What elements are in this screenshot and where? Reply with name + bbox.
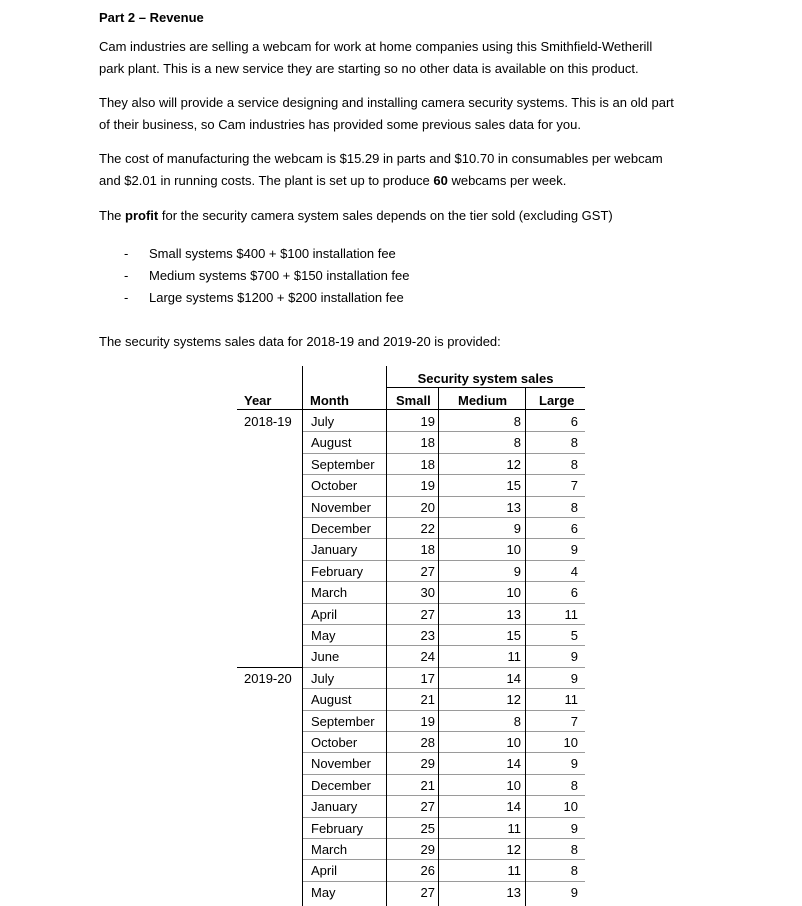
cell-medium: 10 [506, 585, 521, 601]
cell-medium: 11 [507, 649, 521, 665]
paragraph-line: Cam industries are selling a webcam for work at home companies using this Smithfield-Wetherill [99, 39, 653, 54]
cell-month: July [311, 414, 335, 429]
cell-medium: 15 [506, 628, 521, 643]
cell-month: October [311, 478, 358, 494]
cell-medium: 8 [513, 414, 521, 429]
cell-month: January [311, 799, 358, 815]
cell-small: 20 [420, 499, 435, 515]
cell-medium: 12 [506, 692, 521, 708]
cell-small: 29 [420, 842, 435, 857]
cell-medium: 12 [506, 842, 521, 857]
cell-large: 8 [570, 435, 578, 451]
text-run: and $2.01 in running costs. The plant is set up to produce [99, 172, 434, 188]
cell-medium: 13 [506, 499, 521, 515]
cell-small: 19 [420, 478, 435, 494]
list-dash: - [124, 268, 129, 283]
cell-large: 6 [570, 521, 578, 536]
profit-keyword: profit [125, 208, 159, 223]
cell-month: April [311, 606, 338, 622]
cell-small: 18 [420, 435, 435, 451]
cell-large: 9 [570, 542, 578, 558]
column-header-month: Month [310, 393, 349, 408]
column-rule-month [302, 366, 303, 906]
cell-month: January [311, 542, 358, 558]
list-dash: - [124, 290, 129, 305]
paragraph-webcam [99, 36, 739, 79]
list-item-small: Small systems $400 + $100 installation fee [149, 246, 396, 261]
cell-medium: 11 [507, 863, 521, 879]
cell-small: 23 [420, 628, 435, 643]
cell-medium: 9 [513, 563, 521, 579]
cell-large: 7 [570, 478, 578, 494]
cell-medium: 14 [506, 756, 521, 772]
cell-large: 9 [570, 884, 578, 900]
cell-small: 30 [420, 585, 435, 601]
paragraph-line: of their business, so Cam industries has provided some previous sales data for you. [99, 116, 581, 132]
cell-medium: 8 [513, 435, 521, 451]
cell-small: 28 [420, 735, 435, 750]
cell-large: 8 [570, 456, 578, 472]
cell-month: May [311, 628, 336, 643]
cell-large: 9 [570, 756, 578, 772]
cell-year: 2019-20 [244, 670, 292, 686]
cell-month: December [311, 777, 371, 793]
column-header-year: Year [244, 393, 272, 408]
cell-small: 27 [420, 606, 435, 622]
cell-large: 11 [564, 606, 578, 622]
column-header-small: Small [396, 393, 431, 408]
cell-medium: 9 [513, 521, 521, 536]
group-header: Security system sales [417, 371, 554, 386]
cell-month: February [311, 820, 364, 836]
cell-small: 24 [420, 649, 435, 665]
paragraph-profit [99, 205, 739, 227]
cell-medium: 10 [506, 735, 521, 750]
cell-month: March [311, 842, 348, 857]
paragraph-manufacturing-cost [99, 148, 739, 191]
cell-medium: 12 [506, 456, 521, 472]
cell-medium: 15 [506, 478, 521, 494]
cell-small: 29 [420, 756, 435, 772]
cell-month: November [311, 499, 371, 515]
cell-medium: 14 [506, 799, 521, 815]
cell-month: September [311, 713, 375, 729]
cell-month: November [311, 756, 371, 772]
list-item-large: Large systems $1200 + $200 installation fee [149, 290, 404, 305]
cell-month: August [311, 692, 352, 708]
cell-small: 17 [420, 670, 435, 686]
list-dash: - [124, 246, 129, 261]
cell-small: 27 [420, 563, 435, 579]
column-rule-medium [438, 388, 439, 906]
list-item-medium: Medium systems $700 + $150 installation fee [149, 268, 410, 283]
cell-month: September [311, 456, 375, 472]
cell-month: June [311, 649, 340, 665]
header-bottom-rule [237, 409, 585, 410]
cell-large: 11 [564, 692, 578, 708]
cell-month: October [311, 735, 358, 750]
paragraph-line: They also will provide a service designing and installing camera security systems. This is an old part [99, 95, 674, 110]
cell-medium: 13 [506, 884, 521, 900]
cell-small: 27 [420, 884, 435, 900]
cell-large: 6 [570, 585, 578, 601]
cell-large: 10 [563, 735, 578, 750]
cell-large: 9 [570, 670, 578, 686]
cell-month: July [311, 670, 335, 686]
cell-medium: 14 [506, 670, 521, 686]
paragraph-line [99, 170, 739, 192]
cell-small: 21 [420, 777, 435, 793]
header-divider [386, 387, 585, 388]
cell-medium: 8 [513, 713, 521, 729]
cell-large: 6 [570, 414, 578, 429]
column-header-large: Large [539, 393, 575, 408]
cell-small: 26 [420, 863, 435, 879]
cell-small: 18 [420, 456, 435, 472]
cell-month: February [311, 563, 364, 579]
cell-large: 4 [570, 563, 578, 579]
cell-large: 8 [570, 863, 578, 879]
column-rule-large [525, 388, 526, 906]
cell-month: August [311, 435, 352, 451]
cell-large: 8 [570, 499, 578, 515]
text-run: for the security camera system sales depends on the tier sold (excluding GST) [158, 208, 613, 223]
cell-small: 19 [420, 414, 435, 429]
text-run: webcams per week. [447, 172, 567, 188]
cell-small: 27 [420, 799, 435, 815]
cell-small: 21 [420, 692, 435, 708]
section-heading: Part 2 – Revenue [99, 10, 204, 25]
weekly-capacity-value: 60 [433, 172, 448, 188]
cell-year: 2018-19 [244, 414, 292, 429]
cell-small: 19 [420, 713, 435, 729]
cell-month: December [311, 521, 371, 536]
paragraph-line [99, 205, 739, 227]
cell-month: March [311, 585, 348, 601]
cell-large: 5 [570, 628, 578, 643]
paragraph-data-intro: The security systems sales data for 2018-19 and 2019-20 is provided: [99, 334, 501, 349]
cell-month: April [311, 863, 338, 879]
cell-month: May [311, 884, 336, 900]
cell-small: 22 [420, 521, 435, 536]
cell-large: 8 [570, 842, 578, 857]
cell-medium: 13 [506, 606, 521, 622]
column-header-medium: Medium [458, 393, 508, 408]
cell-medium: 11 [507, 820, 521, 836]
cell-small: 18 [420, 542, 435, 558]
cell-large: 10 [563, 799, 578, 815]
cell-large: 8 [570, 777, 578, 793]
paragraph-line: The cost of manufacturing the webcam is $15.29 in parts and $10.70 in consumables per webcam [99, 151, 663, 166]
cell-small: 25 [420, 820, 435, 836]
column-rule-small [386, 366, 387, 906]
paragraph-line: park plant. This is a new service they are starting so no other data is available on this product. [99, 60, 639, 76]
text-run: The [99, 208, 126, 223]
year-group-divider [237, 667, 302, 668]
cell-medium: 10 [506, 542, 521, 558]
paragraph-security-service [99, 92, 739, 135]
cell-medium: 10 [506, 777, 521, 793]
cell-large: 9 [570, 820, 578, 836]
cell-large: 7 [570, 713, 578, 729]
cell-large: 9 [570, 649, 578, 665]
